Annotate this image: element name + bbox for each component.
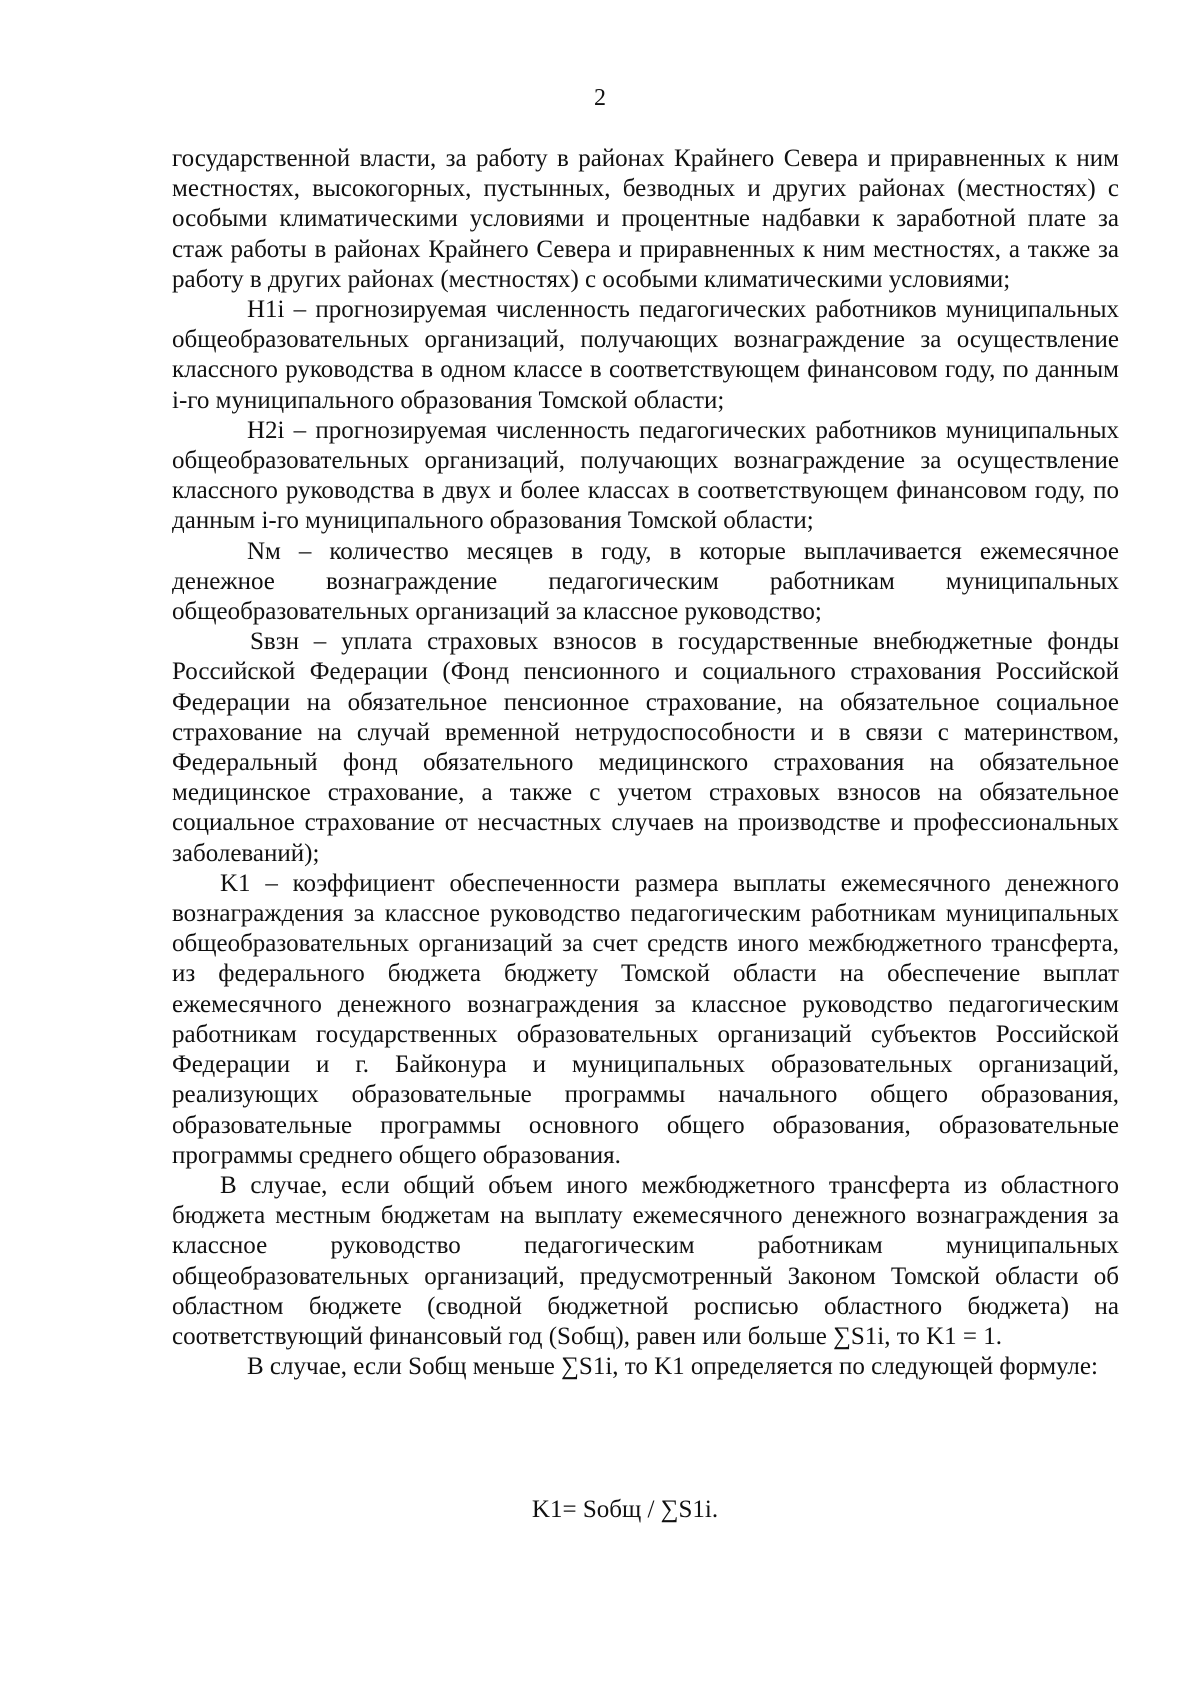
paragraph-h2i-definition: H2i – прогнозируемая численность педагогических работников муниципальных общеобразовательных организаций, получающих вознаграждение за осуществление классного руководства в двух и более классах в соответствующем финансовом году, по данным i-го муниципального образования Томской области;	[172, 416, 1119, 535]
paragraph-condition-equal: В случае, если общий объем иного межбюджетного трансферта из областного бюджета местным бюджетам на выплату ежемесячного денежного вознаграждения за классное руководство педагогическим работникам муниципальных общеобразовательных организаций, предусмотренный Законом Томской области об областном бюджете (сводной бюджетной росписью областного бюджета) на соответствующий финансовый год (Sобщ), равен или больше ∑S1i, то K1 = 1.	[172, 1171, 1119, 1350]
paragraph-continuation: государственной власти, за работу в районах Крайнего Севера и приравненных к ним местностях, высокогорных, пустынных, безводных и других районах (местностях) с особыми климатическими условиями и процентные надбавки к заработной плате за стаж работы в районах Крайнего Севера и приравненных к ним местностях, а также за работу в других районах (местностях) с особыми климатическими условиями;	[172, 145, 1119, 293]
paragraph-h1i-definition: H1i – прогнозируемая численность педагогических работников муниципальных общеобразовательных организаций, получающих вознаграждение за осуществление классного руководства в одном классе в соответствующем финансовом году, по данным i-го муниципального образования Томской области;	[172, 296, 1119, 414]
paragraph-svzn-definition: Sвзн – уплата страховых взносов в государственные внебюджетные фонды Российской Федерации (Фонд пенсионного и социального страхования Российской Федерации на обязательное пенсионное страхование, на обязательное социальное страхование на случай временной нетрудоспособности и в связи с материнством, Федеральный фонд обязательного медицинского страхования на обязательное медицинское страхование, а также с учетом страховых взносов на обязательное социальное страхование от несчастных случаев на производстве и профессиональных заболеваний);	[172, 628, 1119, 867]
paragraph-k1-definition: K1 – коэффициент обеспеченности размера выплаты ежемесячного денежного вознаграждения за классное руководство педагогическим работникам муниципальных общеобразовательных организаций за счет средств иного межбюджетного трансферта, из федерального бюджета бюджету Томской области на обеспечение выплат ежемесячного денежного вознаграждения за классное руководство педагогическим работникам государственных образовательных организаций субъектов Российской Федерации и г. Байконура и муниципальных образовательных организаций, реализующих образовательные программы начального общего образования, образовательные программы основного общего образования, образовательные программы среднего общего образования.	[172, 869, 1119, 1169]
paragraph-nm-definition: Nм – количество месяцев в году, в которые выплачивается ежемесячное денежное вознаграждение педагогическим работникам муниципальных общеобразовательных организаций за классное руководство;	[172, 537, 1119, 626]
paragraph-condition-less: В случае, если Sобщ меньше ∑S1i, то K1 определяется по следующей формуле:	[247, 1353, 1098, 1381]
document-body	[172, 144, 1119, 1382]
formula-k1: K1= Sобщ / ∑S1i.	[531, 1496, 719, 1523]
page-number: 2	[594, 85, 606, 111]
